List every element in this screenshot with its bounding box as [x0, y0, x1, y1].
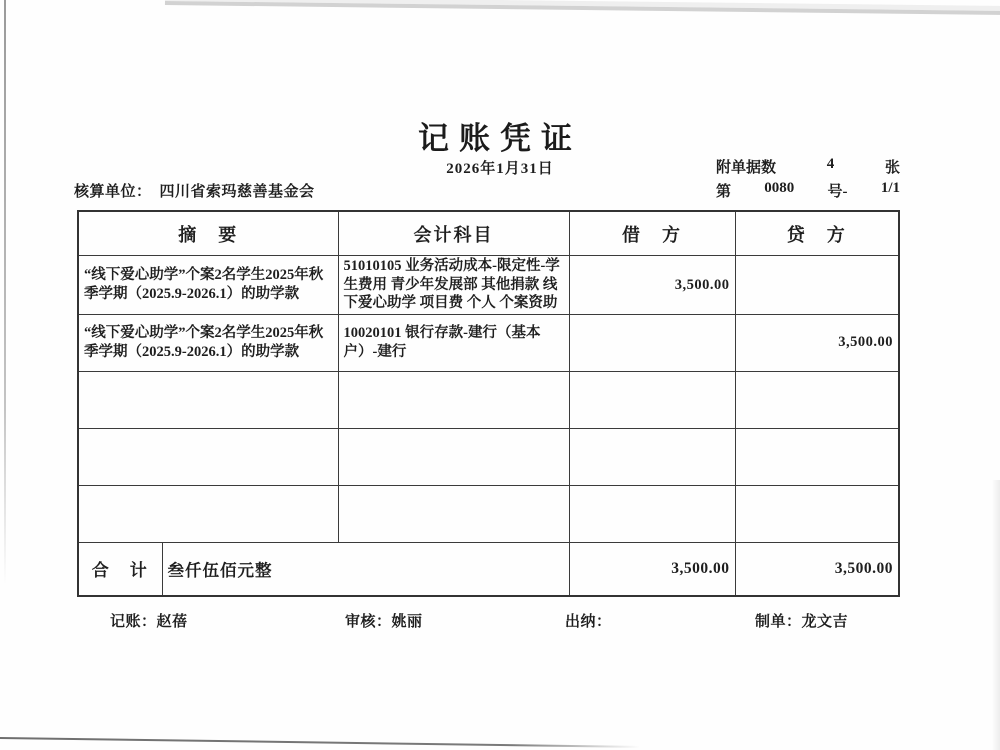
table-row	[78, 485, 899, 542]
cashier-label: 出纳：	[565, 614, 612, 630]
row-3-debit	[569, 428, 735, 485]
cashier-signature	[565, 610, 612, 631]
total-label: 合 计	[78, 542, 162, 596]
preparer-label: 制单：	[755, 614, 802, 630]
unit-name: 四川省索玛慈善基金会	[159, 184, 315, 200]
reviewer-signature	[345, 610, 423, 631]
attachment-count: 4	[826, 156, 835, 172]
attachment-count-line	[716, 156, 900, 177]
voucher-table	[77, 210, 900, 597]
header-debit: 借 方	[569, 211, 735, 256]
table-row	[78, 428, 899, 485]
table-header-row	[78, 211, 899, 256]
attachment-unit: 张	[884, 160, 900, 176]
total-debit: 3,500.00	[569, 542, 735, 596]
page-indicator: 1/1	[880, 180, 900, 196]
row-1-summary: “线下爱心助学”个案2名学生2025年秋季学期（2025.9-2026.1）的助学款	[78, 314, 338, 371]
reviewer-name: 姚丽	[391, 614, 423, 630]
row-4-subject	[338, 485, 569, 542]
header-credit: 贷 方	[735, 211, 899, 256]
voucher-number: 0080	[764, 180, 795, 196]
table-row	[78, 256, 899, 315]
bookkeeper-label: 记账：	[110, 614, 157, 630]
total-row	[78, 542, 899, 596]
total-amount-in-words: 叁仟伍佰元整	[162, 542, 569, 596]
reviewer-label: 审核：	[345, 614, 392, 630]
unit-label: 核算单位：	[74, 184, 152, 200]
voucher-title: 记账凭证	[418, 121, 582, 156]
row-0-debit: 3,500.00	[569, 256, 735, 315]
row-3-credit	[735, 428, 899, 485]
row-1-debit	[569, 314, 735, 371]
row-2-credit	[735, 371, 899, 428]
preparer-name: 龙文吉	[801, 614, 849, 630]
attachment-label: 附单据数	[716, 160, 777, 176]
row-0-credit	[735, 256, 899, 315]
row-2-subject	[338, 371, 569, 428]
table-row	[78, 371, 899, 428]
row-0-subject: 51010105 业务活动成本-限定性-学生费用 青少年发展部 其他捐款 线下爱心助学 项目费 个人 个案资助	[338, 256, 569, 315]
voucher-number-line	[716, 180, 900, 201]
table-row	[78, 314, 899, 371]
voucher-date: 2026年1月31日	[446, 161, 554, 177]
row-3-subject	[338, 428, 569, 485]
row-2-debit	[569, 371, 735, 428]
row-0-summary: “线下爱心助学”个案2名学生2025年秋季学期（2025.9-2026.1）的助学款	[78, 256, 338, 315]
paper-left-edge	[4, 0, 6, 585]
number-suffix: 号-	[827, 184, 848, 200]
header-subject: 会计科目	[338, 211, 569, 256]
paper-right-shadow	[992, 480, 1000, 750]
row-4-summary	[78, 485, 338, 542]
row-1-credit: 3,500.00	[735, 314, 899, 371]
header-summary: 摘 要	[78, 211, 338, 256]
row-4-credit	[735, 485, 899, 542]
bookkeeper-name: 赵蓓	[156, 614, 188, 630]
row-4-debit	[569, 485, 735, 542]
paper-bottom-edge	[0, 737, 640, 748]
row-2-summary	[78, 371, 338, 428]
bookkeeper-signature	[110, 610, 188, 631]
row-3-summary	[78, 428, 338, 485]
accounting-unit-line	[74, 180, 315, 201]
total-credit: 3,500.00	[735, 542, 899, 596]
row-1-subject: 10020101 银行存款-建行（基本户）-建行	[338, 314, 569, 371]
number-prefix: 第	[716, 184, 732, 200]
preparer-signature	[755, 610, 848, 631]
